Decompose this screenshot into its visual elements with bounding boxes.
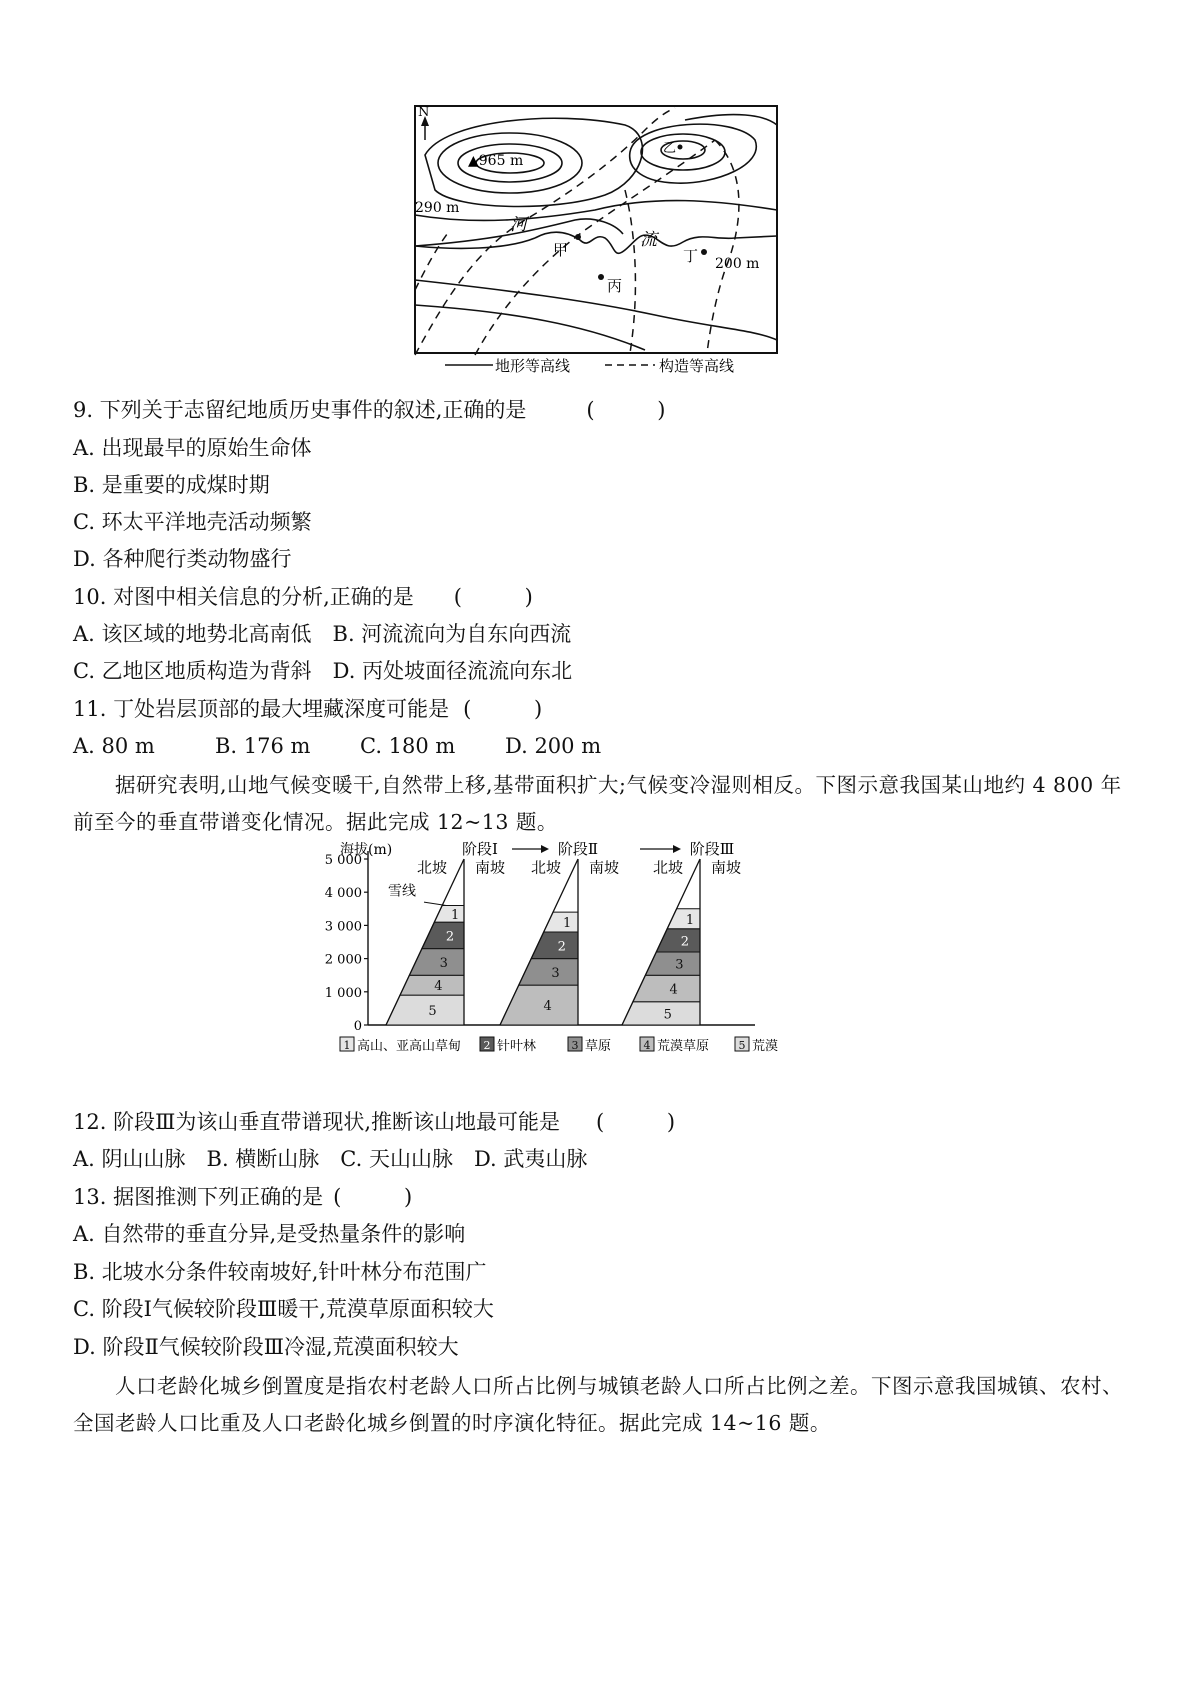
q9-stem: 9. 下列关于志留纪地质历史事件的叙述,正确的是 ( ) <box>73 398 694 422</box>
q11-option-d: D. 200 m <box>505 734 602 758</box>
stage-arrow-2-head-icon <box>673 845 681 853</box>
stage-2-south-label: 南坡 <box>588 858 620 877</box>
q9-option-a: A. 出现最早的原始生命体 <box>73 436 312 460</box>
stage-3-title: 阶段Ⅲ <box>689 840 735 858</box>
legend-label-4: 荒漠草原 <box>657 1039 710 1054</box>
y-tick-label-4: 4 000 <box>324 886 362 902</box>
legend-number-5: 5 <box>738 1039 746 1052</box>
q9-option-d: D. 各种爬行类动物盛行 <box>73 547 292 571</box>
q10-options-ab: A. 该区域的地势北高南低 B. 河流流向为自东向西流 <box>73 622 572 646</box>
intro-paragraph-14-16: 人口老龄化城乡倒置度是指农村老龄人口所占比例与城镇老龄人口所占比例之差。下图示意我国城镇、农村、全国老龄人口比重及人口老龄化城乡倒置的时序演化特征。据此完成 14~16 题。 <box>73 1374 1123 1435</box>
stage-3-band-2 <box>656 929 700 952</box>
stage-3-band-label-4: 4 <box>669 982 678 998</box>
q13-option-c: C. 阶段Ⅰ气候较阶段Ⅲ暖干,荒漠草原面积较大 <box>73 1297 494 1321</box>
q13-option-d: D. 阶段Ⅱ气候较阶段Ⅲ冷湿,荒漠面积较大 <box>73 1335 459 1359</box>
q13-option-b: B. 北坡水分条件较南坡好,针叶林分布范围广 <box>73 1260 487 1284</box>
q13-option-a: A. 自然带的垂直分异,是受热量条件的影响 <box>73 1222 466 1246</box>
vertical-zone-chart <box>324 838 840 1100</box>
stage-1-band-label-4: 4 <box>434 979 443 995</box>
stage-arrow-1-head-icon <box>541 845 549 853</box>
y-tick-label-5: 5 000 <box>324 853 362 868</box>
legend-label-1: 高山、亚高山草甸 <box>357 1039 462 1054</box>
q10-options-cd: C. 乙地区地质构造为背斜 D. 丙处坡面径流流向东北 <box>73 659 573 683</box>
legend-number-3: 3 <box>571 1039 579 1052</box>
ding-label: 丁 <box>683 247 699 265</box>
contour-200-label: 200 m <box>715 256 760 272</box>
yi-label: 乙 <box>663 141 677 156</box>
stage-3-band-3 <box>645 952 700 975</box>
y-tick-label-2: 2 000 <box>324 952 362 968</box>
yi-point <box>678 145 683 150</box>
stage-2-north-label: 北坡 <box>530 858 562 877</box>
stage-2-band-3 <box>519 959 578 986</box>
q13-answer-paren: ( ) <box>333 1185 441 1209</box>
stage-2-band-label-3: 3 <box>551 965 560 981</box>
q10-stem: 10. 对图中相关信息的分析,正确的是 ( ) <box>73 585 561 609</box>
stage-1-south-label: 南坡 <box>474 858 506 877</box>
y-tick-label-3: 3 000 <box>324 919 362 935</box>
contour-map <box>415 100 795 380</box>
legend-number-1: 1 <box>343 1039 351 1052</box>
snowline-label: 雪线 <box>388 883 416 900</box>
q13-stem: 13. 据图推测下列正确的是 ( ) <box>73 1185 441 1209</box>
bing-point <box>598 274 604 280</box>
q11-option-a: A. 80 m <box>73 734 155 758</box>
legend-solid-label: 地形等高线 <box>495 357 571 375</box>
peak-965-label: ▲965 m <box>468 153 524 169</box>
stage-2-band-label-1: 1 <box>563 916 572 932</box>
river-liu-label: 流 <box>640 230 657 250</box>
stage-3-band-label-1: 1 <box>685 912 695 928</box>
contour-290-label: 290 m <box>415 200 460 216</box>
stage-1-band-label-5: 5 <box>428 1004 437 1020</box>
y-tick-label-0: 0 <box>353 1019 362 1034</box>
river-he-label: 河 <box>510 215 527 235</box>
bing-label: 丙 <box>607 277 623 295</box>
ding-point <box>701 249 707 255</box>
q11-answer-paren: ( ) <box>463 697 571 721</box>
legend-number-2: 2 <box>483 1039 491 1052</box>
stage-1-band-3 <box>409 949 464 976</box>
intro-paragraph-12-13: 据研究表明,山地气候变暖干,自然带上移,基带面积扩大;气候变冷湿则相反。下图示意我国某山地约 4 800 年前至今的垂直带谱变化情况。据此完成 12~13 题。 <box>73 773 1122 834</box>
q9-option-b: B. 是重要的成煤时期 <box>73 473 270 497</box>
stage-1-title: 阶段Ⅰ <box>462 840 498 858</box>
vertical-zone-chart-figure <box>324 838 840 1100</box>
stage-3-band-label-3: 3 <box>675 957 684 973</box>
jia-label: 甲 <box>553 241 569 259</box>
stage-3-band-label-5: 5 <box>663 1007 672 1023</box>
stage-1-band-label-1: 1 <box>450 907 460 923</box>
q9-option-c: C. 环太平洋地壳活动频繁 <box>73 510 312 534</box>
stage-2-band-label-4: 4 <box>543 999 552 1015</box>
q12-answer-paren: ( ) <box>596 1110 704 1134</box>
y-tick-label-1: 1 000 <box>324 985 362 1001</box>
y-axis-label: 海拔(m) <box>340 842 393 858</box>
stage-1-band-4 <box>400 975 464 995</box>
legend-label-3: 草原 <box>585 1039 612 1054</box>
stage-3-band-5 <box>622 1002 700 1025</box>
stage-2-band-2 <box>531 932 578 959</box>
legend-label-2: 针叶林 <box>497 1039 537 1054</box>
legend-label-5: 荒漠 <box>752 1039 779 1054</box>
north-label: N <box>418 105 430 120</box>
stage-2-band-label-2: 2 <box>557 939 566 955</box>
legend-dashed-label: 构造等高线 <box>659 357 735 375</box>
stage-1-band-label-3: 3 <box>439 955 448 971</box>
q11-option-c: C. 180 m <box>360 734 456 758</box>
q10-answer-paren: ( ) <box>453 585 561 609</box>
stage-1-north-label: 北坡 <box>416 858 448 877</box>
q11-options <box>73 732 601 760</box>
q12-stem: 12. 阶段Ⅲ为该山垂直带谱现状,推断该山地最可能是 ( ) <box>73 1110 704 1134</box>
q11-stem: 11. 丁处岩层顶部的最大埋藏深度可能是 ( ) <box>73 697 571 721</box>
q9-answer-paren: ( ) <box>586 398 694 422</box>
stage-3-south-label: 南坡 <box>710 858 742 877</box>
stage-3-band-label-2: 2 <box>680 934 690 950</box>
stage-1-band-label-2: 2 <box>445 929 455 945</box>
jia-point <box>575 234 581 240</box>
stage-2-title: 阶段Ⅱ <box>557 840 599 858</box>
map-frame <box>415 106 777 353</box>
contour-map-figure <box>415 100 795 380</box>
stage-3-north-label: 北坡 <box>652 858 684 877</box>
legend-number-4: 4 <box>643 1039 651 1052</box>
q11-option-b: B. 176 m <box>215 734 311 758</box>
q12-options: A. 阴山山脉 B. 横断山脉 C. 天山山脉 D. 武夷山脉 <box>73 1147 588 1171</box>
stage-2-band-4 <box>500 985 578 1025</box>
